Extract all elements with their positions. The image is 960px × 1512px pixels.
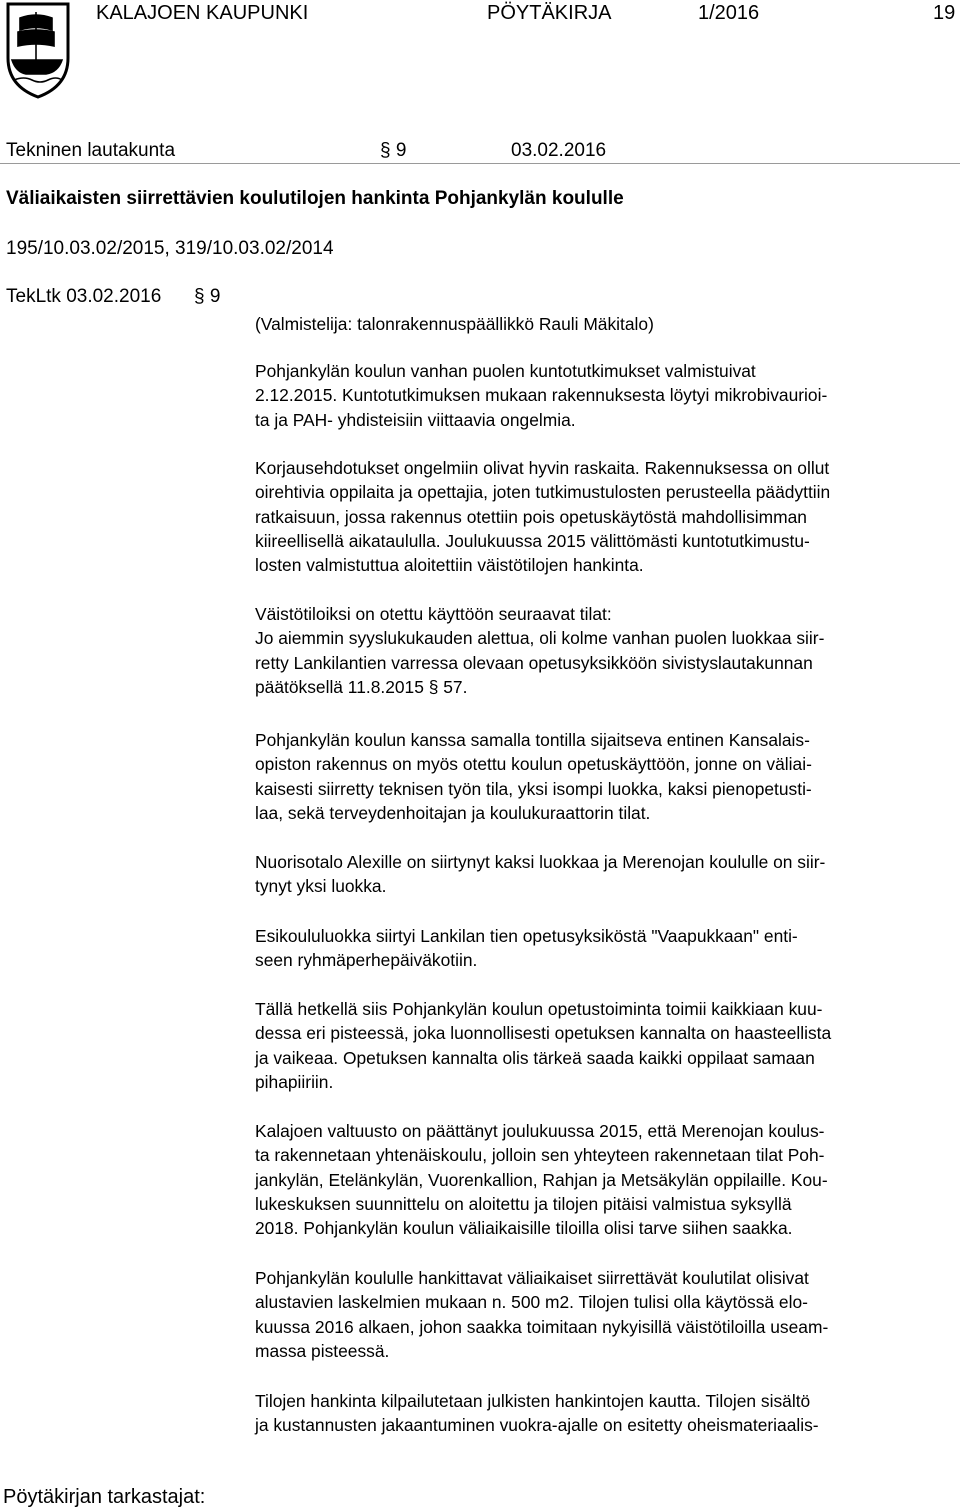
paragraph-line: kaisesti siirretty teknisen työn tila, yksi isompi luokka, kaksi pienopetusti-: [255, 778, 812, 799]
body-paragraph: [255, 1389, 960, 1438]
paragraph-line: ratkaisuun, jossa rakennus otettiin pois opetuskäytöstä mahdollisimman: [255, 506, 807, 527]
paragraph-line: ta rakennetaan yhtenäiskoulu, jolloin sen yhteyteen rakennetaan tilat Poh-: [255, 1145, 825, 1166]
body-paragraph: [255, 1119, 960, 1240]
municipality-name: KALAJOEN KAUPUNKI: [96, 2, 309, 24]
body-paragraph: [255, 602, 960, 699]
paragraph-line: Tällä hetkellä siis Pohjankylän koulun opetustoiminta toimii kaikkiaan kuu-: [255, 999, 823, 1019]
paragraph-line: ja kustannusten jakaantuminen vuokra-ajalle on esitetty oheismateriaalis-: [255, 1415, 819, 1436]
paragraph-line: laa, sekä terveydenhoitajan ja koulukuraattorin tilat.: [255, 802, 651, 823]
paragraph-line: Pohjankylän koulun kanssa samalla tontilla sijaitseva entinen Kansalais-: [255, 730, 810, 750]
paragraph-line: Korjausehdotukset ongelmiin olivat hyvin raskaita. Rakennuksessa on ollut: [255, 458, 830, 478]
paragraph-line: tynyt yksi luokka.: [255, 876, 387, 897]
coat-of-arms-logo: [2, 0, 74, 100]
paragraph-line: Tilojen hankinta kilpailutetaan julkisten hankintojen kautta. Tilojen sisältö: [255, 1391, 811, 1411]
paragraph-line: opiston rakennus on myös otettu koulun opetuskäyttöön, jonne on väliai-: [255, 754, 812, 775]
body-paragraph: [255, 924, 960, 973]
item-title: Väliaikaisten siirrettävien koulutilojen hankinta Pohjankylän koululle: [6, 188, 624, 209]
paragraph-line: ja vaikeaa. Opetuksen kannalta olis tärkeä saada kaikki oppilaat samaan: [255, 1047, 815, 1068]
section-number: § 9: [380, 140, 407, 161]
body-paragraph: [255, 850, 960, 899]
paragraph-line: losten valmistuttua aloitettiin väistötilojen hankinta.: [255, 555, 644, 576]
paragraph-line: dessa eri pisteessä, joka luonnollisesti opetuksen kannalta on haasteellista: [255, 1023, 832, 1044]
body-paragraph: [255, 728, 960, 825]
document-type: PÖYTÄKIRJA: [487, 2, 612, 24]
paragraph-line: Väistötiloiksi on otettu käyttöön seuraavat tilat:: [255, 604, 612, 624]
paragraph-line: massa pisteessä.: [255, 1340, 390, 1361]
paragraph-line: seen ryhmäperhepäiväkotiin.: [255, 950, 478, 971]
paragraph-line: Esikoululuokka siirtyi Lankilan tien opetusyksiköstä "Vaapukkaan" enti-: [255, 926, 798, 946]
paragraph-line: kiireellisellä aikataululla. Joulukuussa 2015 välittömästi kuntotutkimustu-: [255, 530, 810, 551]
minutes-reviewers-label: Pöytäkirjan tarkastajat:: [3, 1486, 206, 1508]
paragraph-line: alustavien laskelmien mukaan n. 500 m2. Tilojen tulisi olla käytössä elo-: [255, 1292, 808, 1313]
preparer-line: (Valmistelija: talonrakennuspäällikkö Rauli Mäkitalo): [255, 314, 654, 334]
body-paragraph: [255, 1266, 960, 1363]
divider-line: [0, 163, 960, 164]
paragraph-line: jankylän, Etelänkylän, Vuorenkallion, Rahjan ja Metsäkylän oppilaille. Kou-: [255, 1169, 828, 1190]
reference-numbers: 195/10.03.02/2015, 319/10.03.02/2014: [6, 238, 334, 259]
paragraph-line: lukeskuksen suunnittelu on aloitettu ja tilojen pitäisi valmistua syksyllä: [255, 1193, 792, 1214]
page-number: 19: [933, 2, 956, 24]
meeting-date: 03.02.2016: [511, 140, 607, 161]
paragraph-line: ta ja PAH- yhdisteisiin viittaavia ongelmia.: [255, 409, 576, 430]
paragraph-line: Jo aiemmin syyslukukauden alettua, oli kolme vanhan puolen luokkaa siir-: [255, 628, 825, 649]
item-reference-section: § 9: [194, 286, 221, 307]
paragraph-line: 2.12.2015. Kuntotutkimuksen mukaan rakennuksesta löytyi mikrobivaurioi-: [255, 385, 828, 406]
paragraph-line: retty Lankilantien varressa olevaan opetusyksikköön sivistyslautakunnan: [255, 652, 813, 673]
body-paragraph: [255, 359, 960, 432]
paragraph-line: pihapiiriin.: [255, 1071, 334, 1092]
committee-name: Tekninen lautakunta: [6, 140, 176, 161]
paragraph-line: Pohjankylän koulun vanhan puolen kuntotutkimukset valmistuivat: [255, 361, 756, 381]
paragraph-line: 2018. Pohjankylän koulun väliaikaisille tiloilla olisi tarve siihen saakka.: [255, 1218, 793, 1239]
body-paragraph: [255, 997, 960, 1094]
paragraph-line: kuussa 2016 alkaen, johon saakka toimitaan nykyisillä väistötiloilla useam-: [255, 1316, 829, 1337]
body-paragraph: [255, 456, 960, 577]
paragraph-line: Nuorisotalo Alexille on siirtynyt kaksi luokkaa ja Merenojan koululle on siir-: [255, 852, 826, 872]
paragraph-line: oirehtivia oppilaita ja opettajia, joten tutkimustulosten perusteella päädyttiin: [255, 482, 831, 503]
document-number: 1/2016: [698, 2, 760, 24]
paragraph-line: Kalajoen valtuusto on päättänyt joulukuussa 2015, että Merenojan koulus-: [255, 1121, 825, 1141]
paragraph-line: Pohjankylän koululle hankittavat väliaikaiset siirrettävät koulutilat olisivat: [255, 1268, 809, 1288]
paragraph-line: päätöksellä 11.8.2015 § 57.: [255, 676, 468, 697]
item-reference: TekLtk 03.02.2016: [6, 286, 162, 307]
